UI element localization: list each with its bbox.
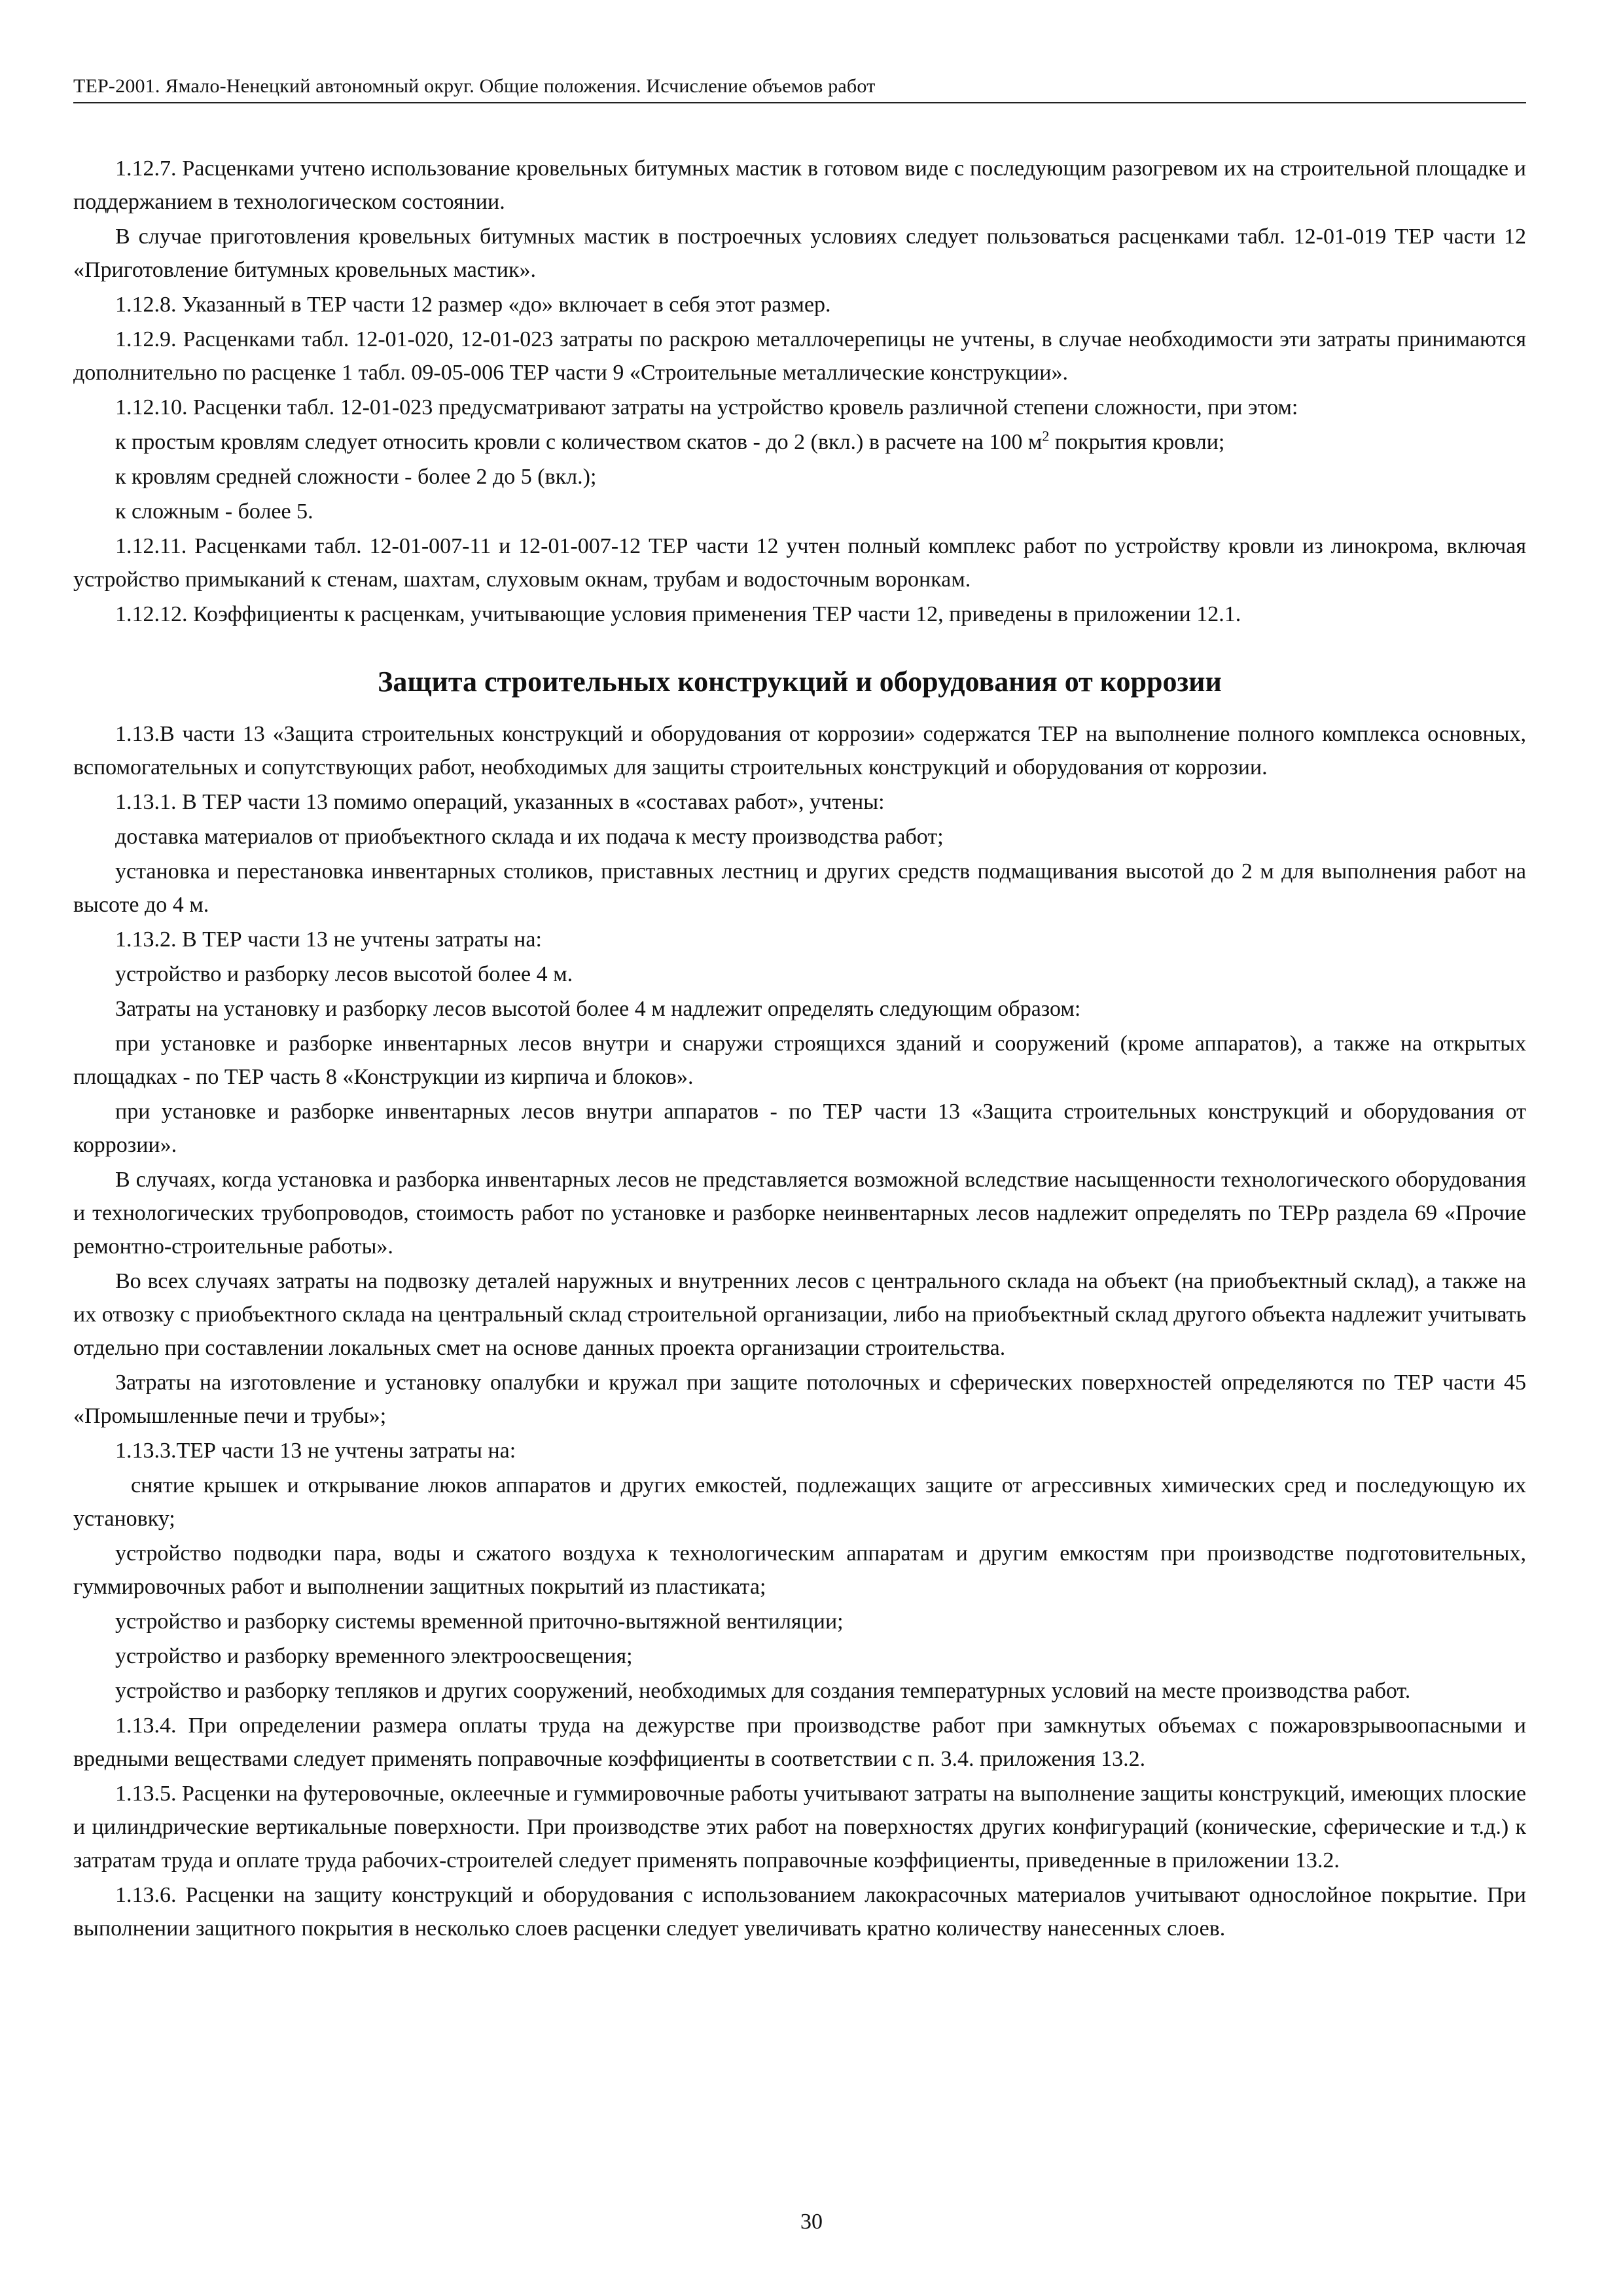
roof-simple-text-end: покрытия кровли; <box>1049 430 1225 454</box>
paragraph: при установке и разборке инвентарных лесов внутри и снаружи строящихся зданий и сооружений (кроме аппаратов), а также на открытых площадках - по ТЕР часть 8 «Конструкции из кирпича и блоков». <box>73 1031 1526 1089</box>
paragraph: установка и перестановка инвентарных столиков, приставных лестниц и других средств подмащивания высотой до 2 м для выполнения работ на высоте до 4 м. <box>73 859 1526 917</box>
paragraph: 1.12.8. Указанный в ТЕР части 12 размер «до» включает в себя этот размер. <box>115 293 831 317</box>
paragraph: 1.12.10. Расценки табл. 12-01-023 предусматривают затраты на устройство кровель различной степени сложности, при этом: <box>115 395 1298 420</box>
list-item: Затраты на установку и разборку лесов высотой более 4 м надлежит определять следующим образом: <box>115 997 1081 1021</box>
list-item: устройство и разборку системы временной приточно-вытяжной вентиляции; <box>115 1609 844 1634</box>
list-item: устройство и разборку временного электроосвещения; <box>115 1644 633 1668</box>
paragraph: 1.12.9. Расценками табл. 12-01-020, 12-01-023 затраты по раскрою металлочерепицы не учтены, в случае необходимости эти затраты принимаются дополнительно по расценке 1 табл. 09-05-006 ТЕР части 9 «Строительные металлические конструкции». <box>73 327 1526 385</box>
paragraph: 1.12.12. Коэффициенты к расценкам, учитывающие условия применения ТЕР части 12, приведены в приложении 12.1. <box>115 602 1241 626</box>
section-title: Защита строительных конструкций и оборудования от коррозии <box>378 666 1222 698</box>
paragraph: В случаях, когда установка и разборка инвентарных лесов не представляется возможной вследствие насыщенности технологического оборудования и технологических трубопроводов, стоимость работ по установке и разборке неинвентарных лесов надлежит определять по ТЕРр раздела 69 «Прочие ремонтно-строительные работы». <box>73 1168 1526 1259</box>
paragraph: к сложным - более 5. <box>115 499 313 524</box>
paragraph: 1.13.4. При определении размера оплаты труда на дежурстве при производстве работ при замкнутых объемах с пожаровзрывоопасными и вредными веществами следует применять поправочные коэффициенты в соответствии с п. 3.4. приложения 13.2. <box>73 1713 1526 1771</box>
paragraph: Затраты на изготовление и установку опалубки и кружал при защите потолочных и сферических поверхностей определяются по ТЕР части 45 «Промышленные печи и трубы»; <box>73 1371 1526 1428</box>
paragraph: к кровлям средней сложности - более 2 до 5 (вкл.); <box>115 465 597 489</box>
paragraph: 1.13.3.ТЕР части 13 не учтены затраты на: <box>115 1439 516 1463</box>
list-item: доставка материалов от приобъектного склада и их подача к месту производства работ; <box>115 825 944 849</box>
paragraph: Во всех случаях затраты на подвозку деталей наружных и внутренних лесов с центрального склада на объект (на приобъектный склад), а также на их отвозку с приобъектного склада на центральный склад строительной организации, либо на приобъектный склад другого объекта надлежит учитывать отдельно при составлении локальных смет на основе данных проекта организации строительства. <box>73 1269 1526 1360</box>
paragraph: 1.12.11. Расценками табл. 12-01-007-11 и 12-01-007-12 ТЕР части 12 учтен полный комплекс работ по устройству кровли из линокрома, включая устройство примыканий к стенам, шахтам, слуховым окнам, трубам и водосточным воронкам. <box>73 534 1526 592</box>
running-header: ТЕР-2001. Ямало-Ненецкий автономный округ. Общие положения. Исчисление объемов работ <box>73 73 1526 103</box>
superscript: 2 <box>1042 427 1050 444</box>
paragraph: 1.13.5. Расценки на футеровочные, оклеечные и гуммировочные работы учитывают затраты на выполнение защиты конструкций, имеющих плоские и цилиндрические вертикальные поверхности. При производстве этих работ на поверхностях других конфигураций (конические, сферические и т.д.) к затратам труда и оплате труда рабочих-строителей следует применять поправочные коэффициенты, приведенные в приложении 13.2. <box>73 1782 1526 1873</box>
paragraph: устройство и разборку тепляков и других сооружений, необходимых для создания температурных условий на месте производства работ. <box>115 1679 1411 1703</box>
page-body <box>73 152 1526 1946</box>
paragraph: при установке и разборке инвентарных лесов внутри аппаратов - по ТЕР части 13 «Защита строительных конструкций и оборудования от коррозии». <box>73 1100 1526 1157</box>
paragraph: 1.13.6. Расценки на защиту конструкций и оборудования с использованием лакокрасочных материалов учитывают однослойное покрытие. При выполнении защитного покрытия в несколько слоев расценки следует увеличивать кратно количеству нанесенных слоев. <box>73 1883 1526 1941</box>
list-item: устройство и разборку лесов высотой более 4 м. <box>115 962 573 986</box>
paragraph-roof-simple <box>73 425 1526 459</box>
roof-simple-text: к простым кровлям следует относить кровли с количеством скатов - до 2 (вкл.) в расчете на 100 м <box>115 430 1043 454</box>
paragraph: 1.12.7. Расценками учтено использование кровельных битумных мастик в готовом виде с последующим разогревом их на строительной площадке и поддержанием в технологическом состоянии. <box>73 156 1526 214</box>
page-number: 30 <box>800 2210 823 2234</box>
paragraph: 1.13.В части 13 «Защита строительных конструкций и оборудования от коррозии» содержатся ТЕР на выполнение полного комплекса основных, вспомогательных и сопутствующих работ, необходимых для защиты строительных конструкций и оборудования от коррозии. <box>73 722 1526 780</box>
paragraph: 1.13.2. В ТЕР части 13 не учтены затраты на: <box>115 927 542 952</box>
paragraph: устройство подводки пара, воды и сжатого воздуха к технологическим аппаратам и другим емкостям при производстве подготовительных, гуммировочных работ и выполнении защитных покрытий из пластиката; <box>73 1541 1526 1599</box>
paragraph: снятие крышек и открывание люков аппаратов и других емкостей, подлежащих защите от агрессивных химических сред и последующую их установку; <box>73 1473 1526 1531</box>
paragraph: 1.13.1. В ТЕР части 13 помимо операций, указанных в «составах работ», учтены: <box>115 790 885 814</box>
paragraph: В случае приготовления кровельных битумных мастик в построечных условиях следует пользоваться расценками табл. 12-01-019 ТЕР части 12 «Приготовление битумных кровельных мастик». <box>73 224 1526 282</box>
